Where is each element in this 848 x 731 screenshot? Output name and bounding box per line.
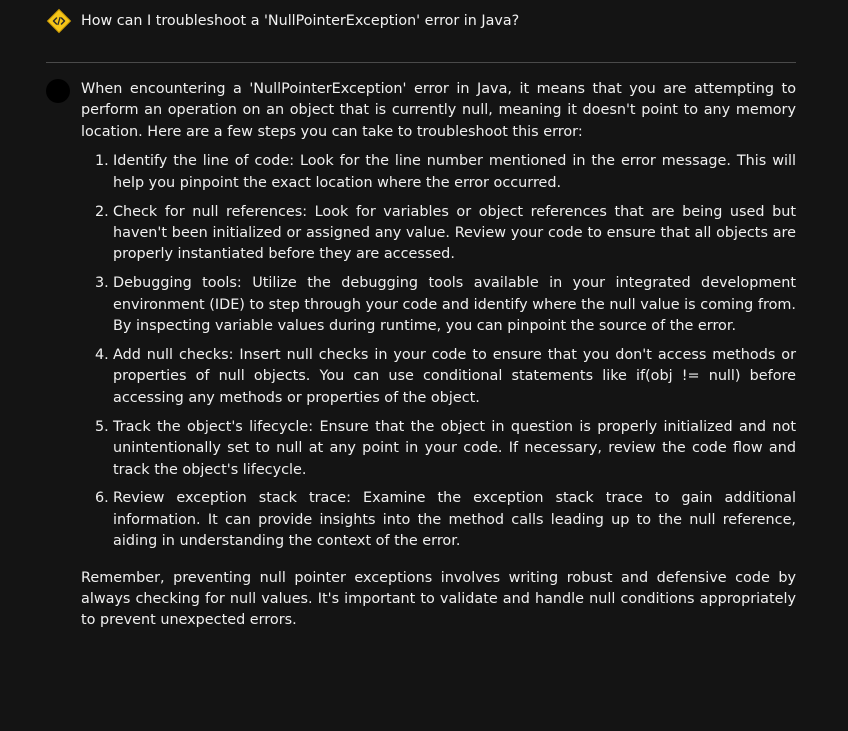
question-text: How can I troubleshoot a 'NullPointerException' error in Java? — [81, 13, 520, 29]
step-number: 4. — [95, 346, 109, 363]
step-number: 3. — [95, 275, 109, 292]
step-number: 5. — [95, 418, 109, 435]
list-item — [95, 202, 796, 266]
list-item — [95, 417, 796, 481]
code-tag-diamond-icon — [46, 8, 72, 34]
list-item — [95, 151, 796, 194]
answer-intro: When encountering a 'NullPointerException' error in Java, it means that you are attempting to perform an operation on an object that is currently null, meaning it doesn't point to any memory location. Here are a few steps you can take to troubleshoot this error: — [81, 81, 796, 140]
step-number: 2. — [95, 203, 109, 220]
step-text: Debugging tools: Utilize the debugging tools available in your integrated development environment (IDE) to step through your code and identify where the null value is coming from. By inspecting variable values during runtime, you can pinpoint the source of the error. — [113, 275, 796, 335]
assistant-avatar — [46, 79, 70, 103]
list-item — [95, 273, 796, 337]
step-text: Identify the line of code: Look for the line number mentioned in the error message. This will help you pinpoint the exact location where the error occurred. — [113, 153, 796, 191]
steps-list — [81, 151, 796, 552]
user-question — [46, 8, 798, 34]
step-text: Add null checks: Insert null checks in your code to ensure that you don't access methods or properties of null objects. You can use conditional statements like if(obj != null) before accessing any methods or properties of the object. — [113, 346, 796, 406]
step-text: Check for null references: Look for variables or object references that are being used but haven't been initialized or assigned any value. Review your code to ensure that all objects are properly instantiated before they are accessed. — [113, 203, 796, 263]
assistant-answer — [81, 79, 796, 632]
list-item — [95, 345, 796, 409]
step-text: Review exception stack trace: Examine the exception stack trace to gain additional information. It can provide insights into the method calls leading up to the null reference, aiding in understanding the context of the error. — [113, 490, 796, 550]
divider — [46, 62, 796, 63]
list-item — [95, 488, 796, 552]
step-number: 1. — [95, 153, 109, 170]
answer-outro: Remember, preventing null pointer exceptions involves writing robust and defensive code by always checking for null values. It's important to validate and handle null conditions appropriately to prevent unexpected errors. — [81, 569, 796, 629]
step-number: 6. — [95, 490, 109, 507]
step-text: Track the object's lifecycle: Ensure that the object in question is properly initialized and not unintentionally set to null at any point in your code. If necessary, review the code flow and track the object's lifecycle. — [113, 418, 796, 478]
